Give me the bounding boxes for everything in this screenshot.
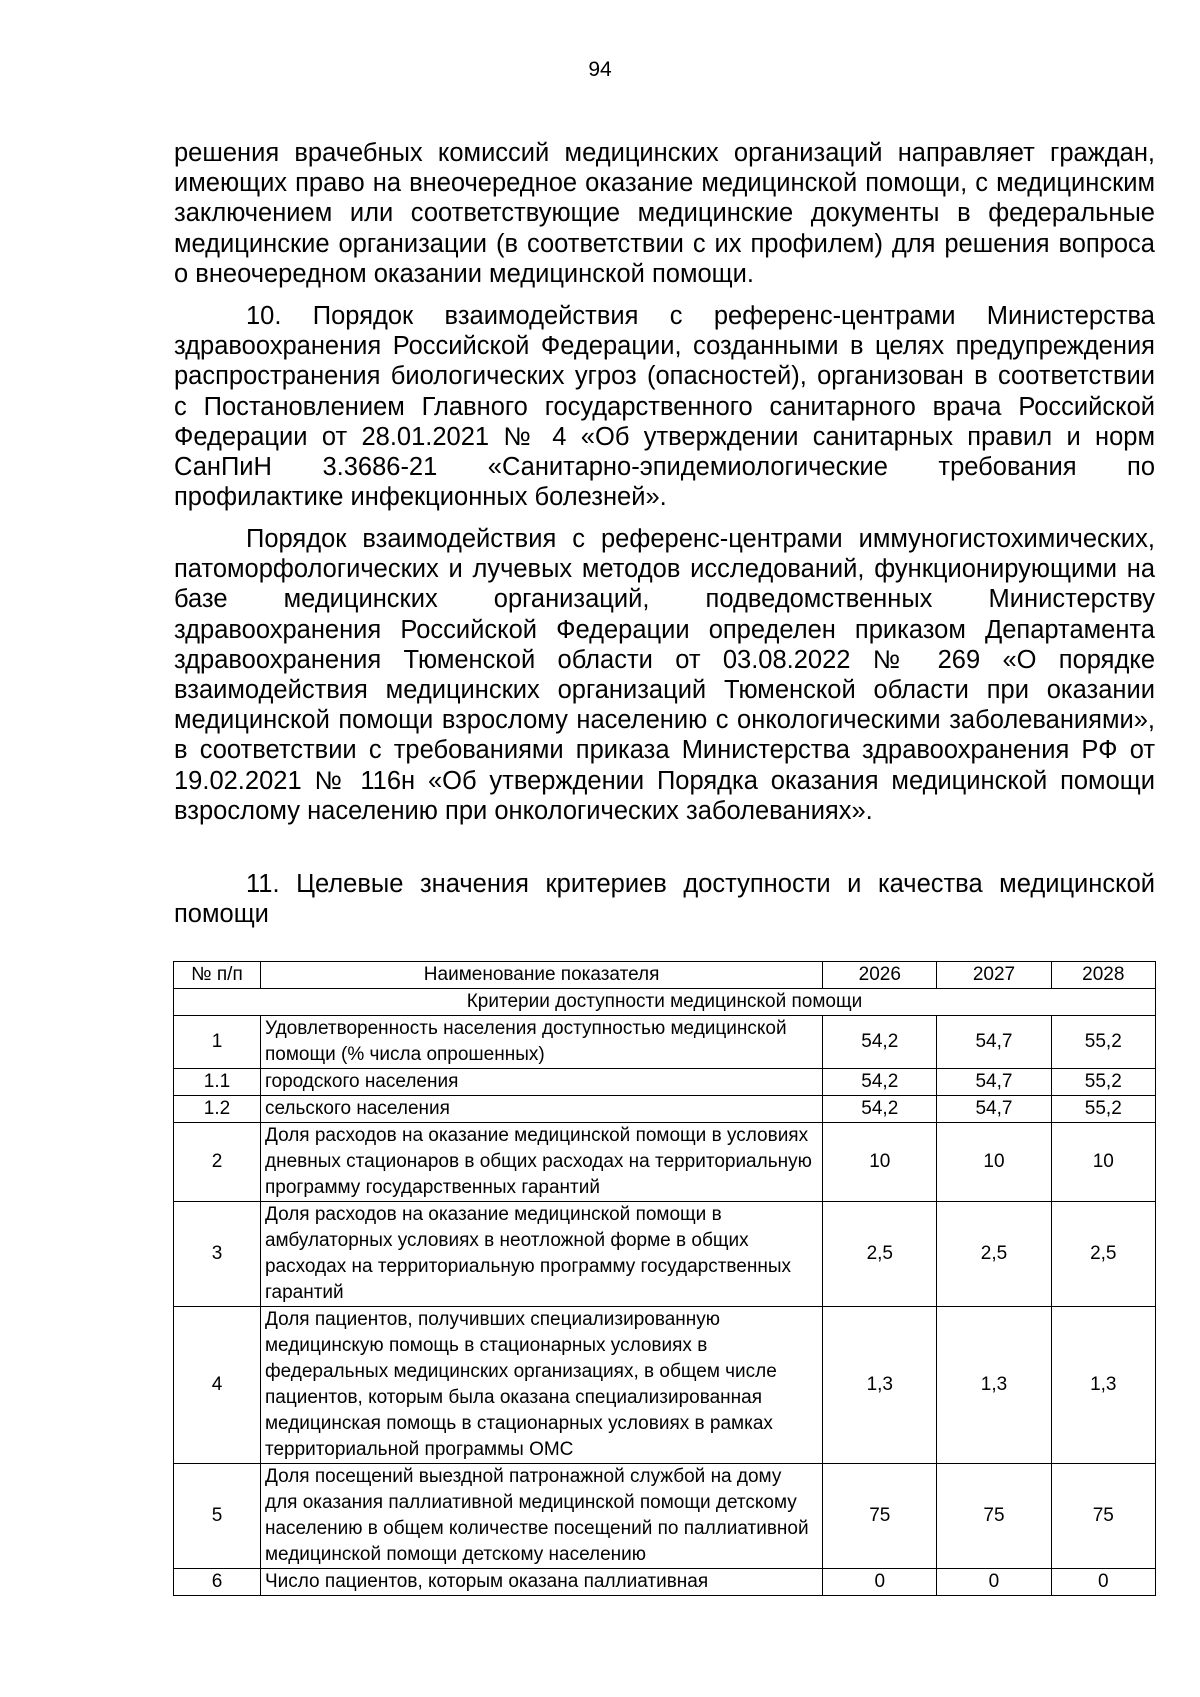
table-row <box>174 1307 1156 1464</box>
table-row <box>174 1123 1156 1202</box>
row-num: 2 <box>174 1123 261 1202</box>
section-title: Критерии доступности медицинской помощи <box>174 989 1156 1016</box>
row-value-2028: 2,5 <box>1051 1202 1155 1307</box>
row-num: 1 <box>174 1016 261 1069</box>
row-indicator-name: Доля посещений выездной патронажной службой на дому для оказания паллиативной медицинской помощи детскому населению в общем количестве посещений по паллиативной медицинской помощи детскому населению <box>260 1464 822 1569</box>
row-value-2026: 0 <box>823 1569 937 1596</box>
table-row <box>174 1202 1156 1307</box>
row-num: 1.1 <box>174 1069 261 1096</box>
row-value-2028: 55,2 <box>1051 1096 1155 1123</box>
row-value-2027: 75 <box>937 1464 1051 1569</box>
row-value-2028: 75 <box>1051 1464 1155 1569</box>
row-value-2028: 1,3 <box>1051 1307 1155 1464</box>
header-indicator-name: Наименование показателя <box>260 962 822 989</box>
row-value-2027: 54,7 <box>937 1096 1051 1123</box>
table-row <box>174 1069 1156 1096</box>
paragraph-text: решения врачебных комиссий медицинских организаций направляет граждан, имеющих право на внеочередное оказание медицинской помощи, с медицинским заключением или соответствующие медицинские документы в федеральные медицинские организации (в соответствии с их профилем) для решения вопроса о внеочередном оказании медицинской помощи. <box>174 139 1155 288</box>
table-row <box>174 1096 1156 1123</box>
row-value-2027: 1,3 <box>937 1307 1051 1464</box>
page-number: 94 <box>588 58 612 81</box>
row-value-2026: 1,3 <box>823 1307 937 1464</box>
header-year-2027: 2027 <box>937 962 1051 989</box>
row-value-2028: 0 <box>1051 1569 1155 1596</box>
row-value-2026: 54,2 <box>823 1096 937 1123</box>
row-indicator-name: Число пациентов, которым оказана паллиативная <box>260 1569 822 1596</box>
row-value-2027: 2,5 <box>937 1202 1051 1307</box>
header-num: № п/п <box>174 962 261 989</box>
table-row <box>174 1569 1156 1596</box>
row-num: 3 <box>174 1202 261 1307</box>
row-indicator-name: Доля расходов на оказание медицинской помощи в условиях дневных стационаров в общих расходах на территориальную программу государственных гарантий <box>260 1123 822 1202</box>
paragraph-reference-centers-oncology <box>174 524 1155 826</box>
row-value-2026: 54,2 <box>823 1016 937 1069</box>
row-value-2027: 0 <box>937 1569 1051 1596</box>
row-indicator-name: городского населения <box>260 1069 822 1096</box>
row-num: 5 <box>174 1464 261 1569</box>
paragraph-referral-decision <box>174 138 1155 289</box>
row-value-2026: 54,2 <box>823 1069 937 1096</box>
table-row <box>174 1016 1156 1069</box>
criteria-table <box>173 961 1156 1596</box>
paragraph-reference-centers-biological <box>174 301 1155 512</box>
row-value-2027: 10 <box>937 1123 1051 1202</box>
row-num: 6 <box>174 1569 261 1596</box>
table-row <box>174 1464 1156 1569</box>
row-indicator-name: Удовлетворенность населения доступностью медицинской помощи (% числа опрошенных) <box>260 1016 822 1069</box>
row-value-2026: 10 <box>823 1123 937 1202</box>
row-value-2027: 54,7 <box>937 1069 1051 1096</box>
table-header-row <box>174 962 1156 989</box>
row-indicator-name: Доля пациентов, получивших специализированную медицинскую помощь в стационарных условиях в федеральных медицинских организациях, в общем числе пациентов, которым была оказана специализированная медицинская помощь в стационарных условиях в рамках территориальной программы ОМС <box>260 1307 822 1464</box>
row-indicator-name: Доля расходов на оказание медицинской помощи в амбулаторных условиях в неотложной форме в общих расходах на территориальную программу государственных гарантий <box>260 1202 822 1307</box>
paragraph-text: 11. Целевые значения критериев доступности и качества медицинской помощи <box>174 870 1155 929</box>
row-value-2027: 54,7 <box>937 1016 1051 1069</box>
table-section-row <box>174 989 1156 1016</box>
section-heading-target-values <box>174 869 1155 929</box>
row-value-2028: 55,2 <box>1051 1069 1155 1096</box>
row-num: 4 <box>174 1307 261 1464</box>
row-value-2028: 10 <box>1051 1123 1155 1202</box>
row-num: 1.2 <box>174 1096 261 1123</box>
paragraph-text: Порядок взаимодействия с референс-центрами иммуногистохимических, патоморфологических и лучевых методов исследований, функционирующими на базе медицинских организаций, подведомственных Министерству здравоохранения Российской Федерации определен приказом Департамента здравоохранения Тюменской области от 03.08.2022 № 269 «О порядке взаимодействия медицинских организаций Тюменской области при оказании медицинской помощи взрослому населению с онкологическими заболеваниями», в соответствии с требованиями приказа Министерства здравоохранения РФ от 19.02.2021 № 116н «Об утверждении Порядка оказания медицинской помощи взрослому населению при онкологических заболеваниях». <box>174 525 1155 825</box>
row-value-2026: 2,5 <box>823 1202 937 1307</box>
paragraph-text: 10. Порядок взаимодействия с референс-центрами Министерства здравоохранения Российской Федерации, созданными в целях предупреждения распространения биологических угроз (опасностей), организован в соответствии с Постановлением Главного государственного санитарного врача Российской Федерации от 28.01.2021 № 4 «Об утверждении санитарных правил и норм СанПиН 3.3686-21 «Санитарно-эпидемиологические требования по профилактике инфекционных болезней». <box>174 302 1155 512</box>
header-year-2026: 2026 <box>823 962 937 989</box>
header-year-2028: 2028 <box>1051 962 1155 989</box>
row-value-2028: 55,2 <box>1051 1016 1155 1069</box>
row-indicator-name: сельского населения <box>260 1096 822 1123</box>
row-value-2026: 75 <box>823 1464 937 1569</box>
